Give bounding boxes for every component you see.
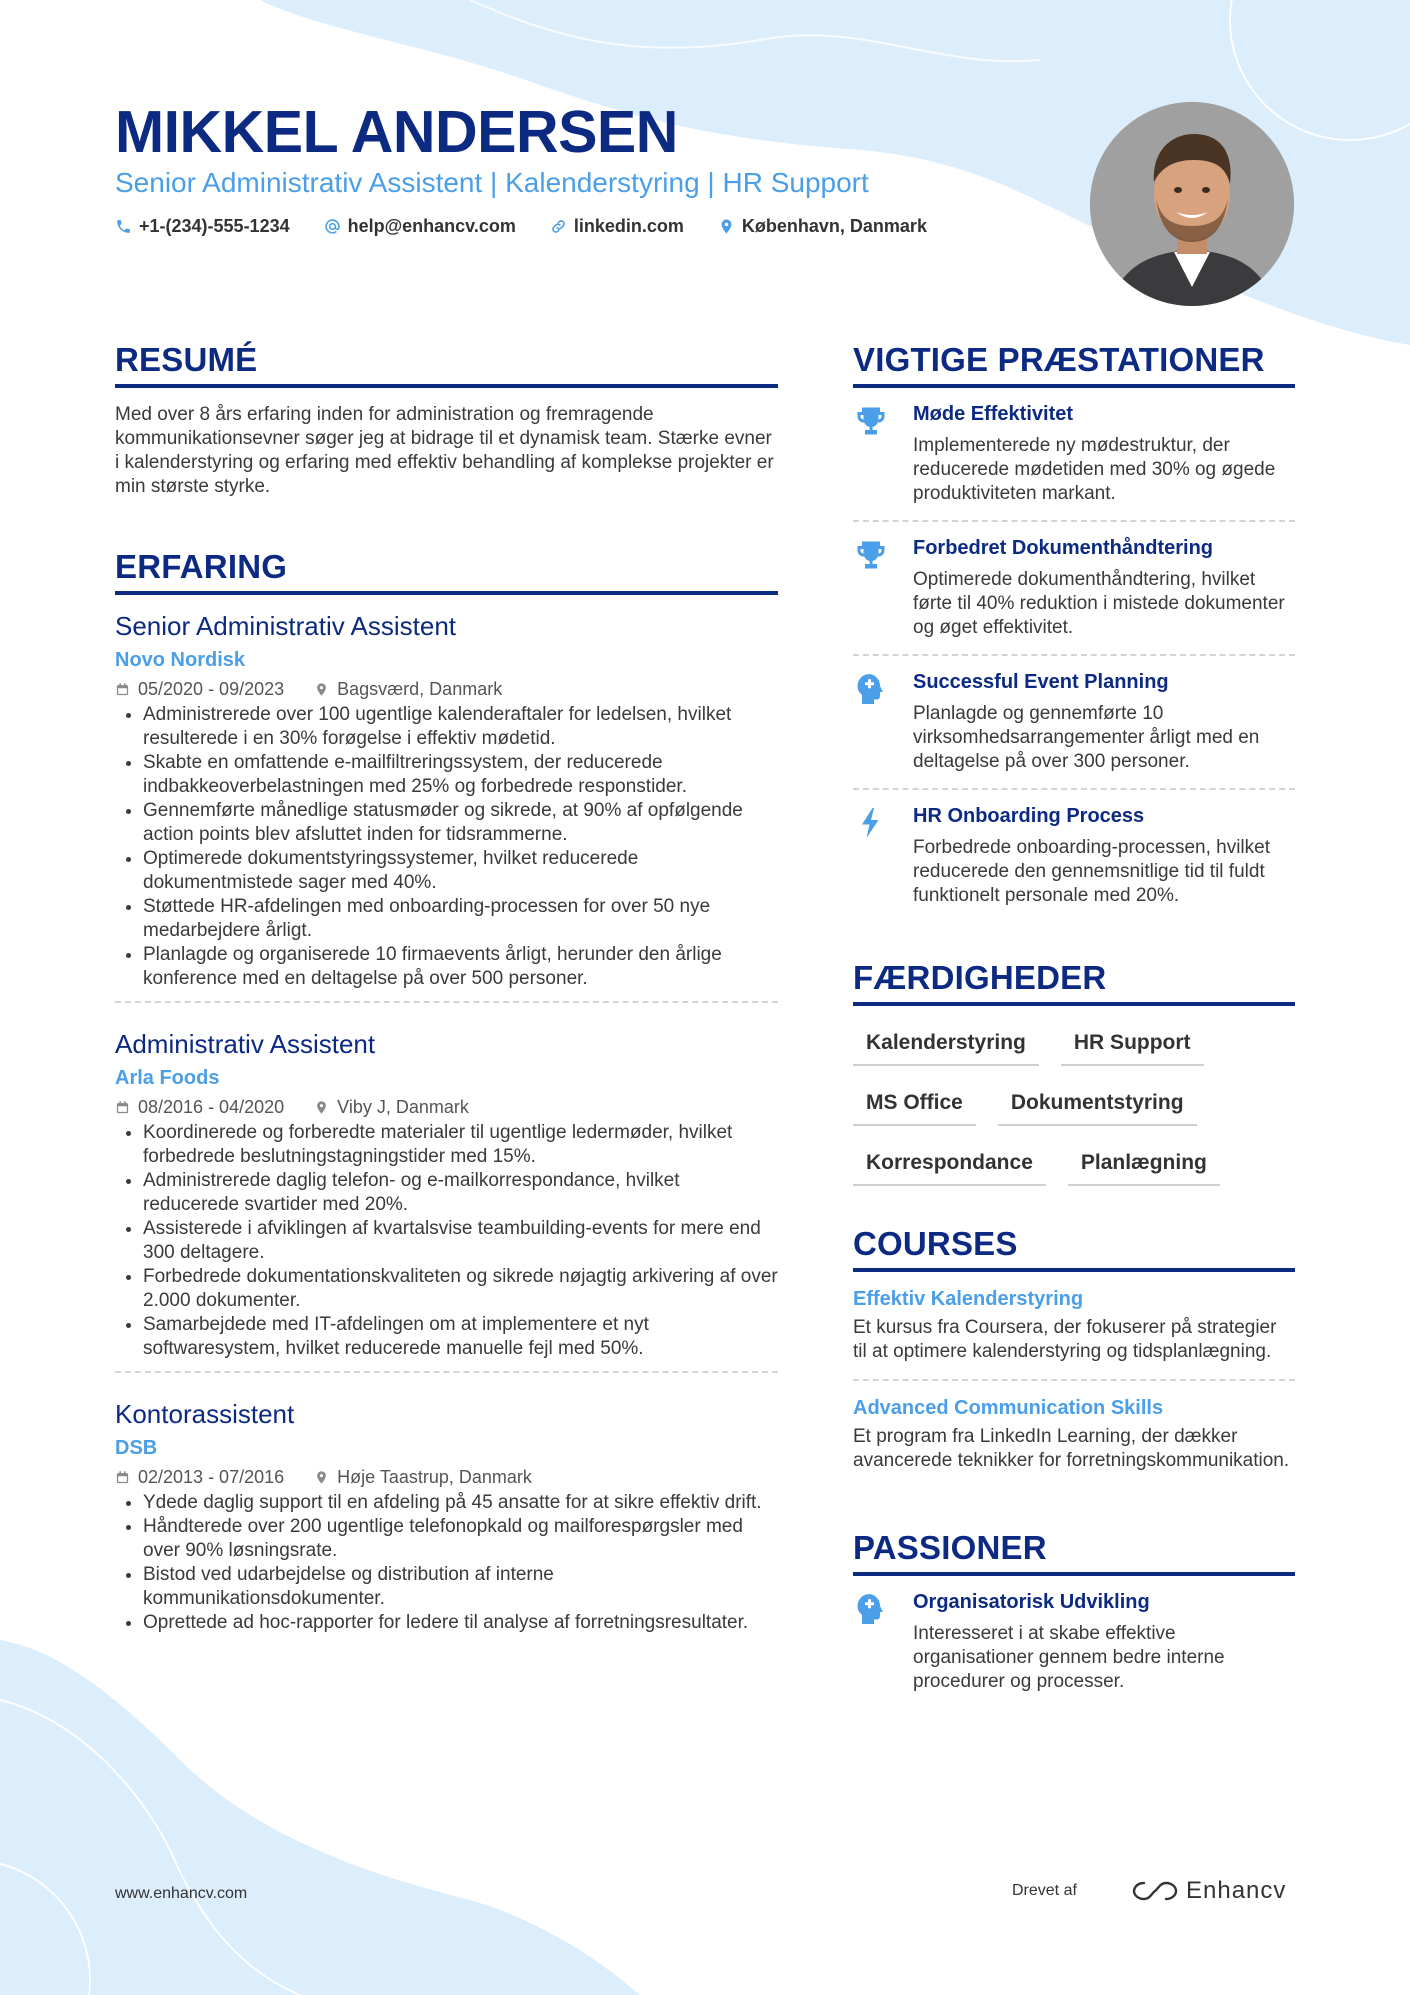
achievement-item	[853, 790, 1295, 922]
job-meta	[115, 678, 778, 700]
linkedin-text: linkedin.com	[573, 216, 684, 236]
course-title: Effektiv Kalenderstyring	[853, 1288, 1084, 1310]
left-column	[115, 338, 778, 1645]
job-dates-text: 02/2013 - 07/2016	[138, 1467, 285, 1487]
job-entry	[115, 1397, 778, 1645]
job-meta	[115, 1096, 778, 1118]
job-entry	[115, 1027, 778, 1383]
job-dates-text: 08/2016 - 04/2020	[138, 1097, 285, 1117]
achievement-desc: Forbedrede onboarding-processen, hvilket reducerede den gennemsnitlige tid til fuldt funktionelt personale med 20%.	[913, 837, 1270, 906]
job-bullet: • Bistod ved udarbejdelse og distribution af interne kommunikationsdokumenter.	[143, 1563, 778, 1611]
right-column	[853, 338, 1295, 1708]
job-bullet: • Ydede daglig support til en afdeling på 45 ansatte for at sikre effektiv drift.	[143, 1491, 778, 1515]
entry-divider	[115, 1371, 778, 1373]
course-desc: Et kursus fra Coursera, der fokuserer på strategier til at optimere kalenderstyring og tidsplanlægning.	[853, 1317, 1277, 1362]
candidate-headline: Senior Administrativ Assistent | Kalenderstyring | HR Support	[115, 167, 869, 198]
contact-location	[718, 216, 927, 237]
passion-desc: Interesseret i at skabe effektive organisationer gennem bedre interne procedurer og processer.	[913, 1623, 1225, 1692]
job-bullet: • Assisterede i afviklingen af kvartalsvise teambuilding-events for mere end 300 deltagere.	[143, 1217, 778, 1265]
job-location	[314, 678, 502, 700]
section-divider	[115, 591, 778, 595]
job-location-text: Bagsværd, Danmark	[337, 679, 503, 699]
map-pin-icon	[314, 1100, 329, 1115]
experience-heading: ERFARING	[115, 548, 288, 585]
entry-divider	[115, 1001, 778, 1003]
job-entry	[115, 609, 778, 1013]
footer-url[interactable]: www.enhancv.com	[115, 1885, 248, 1902]
calendar-icon	[115, 1470, 130, 1485]
phone-icon	[115, 218, 132, 235]
job-company: Arla Foods	[115, 1067, 220, 1089]
job-title: Senior Administrativ Assistent	[115, 611, 457, 641]
map-pin-icon	[718, 218, 735, 235]
achievement-title: Møde Effektivitet	[913, 403, 1074, 425]
skills-list	[853, 1024, 1295, 1186]
job-location	[314, 1096, 469, 1118]
courses-heading: COURSES	[853, 1225, 1018, 1262]
skill-tag: Dokumentstyring	[998, 1084, 1197, 1126]
achievement-desc: Planlagde og gennemførte 10 virksomhedsarrangementer årligt med en deltagelse på over 300 personer.	[913, 703, 1260, 772]
calendar-icon	[115, 682, 130, 697]
candidate-name: MIKKEL ANDERSEN	[115, 99, 678, 165]
achievements-heading: VIGTIGE PRÆSTATIONER	[853, 341, 1265, 378]
course-item	[853, 1381, 1295, 1488]
courses-section	[853, 1222, 1295, 1488]
job-dates	[115, 1466, 284, 1488]
job-bullet: • Optimerede dokumentstyringssystemer, hvilket reducerede dokumentmistede sager med 40%.	[143, 847, 778, 895]
achievements-section	[853, 338, 1295, 922]
achievement-title: Forbedret Dokumenthåndtering	[913, 537, 1214, 559]
job-meta	[115, 1466, 778, 1488]
skill-tag: Planlægning	[1068, 1144, 1220, 1186]
job-bullets	[115, 1491, 778, 1635]
job-bullet: • Gennemførte månedlige statusmøder og sikrede, at 90% af opfølgende action points blev afsluttet inden for tidsrammerne.	[143, 799, 778, 847]
job-bullet: • Forbedrede dokumentationskvaliteten og sikrede nøjagtig arkivering af over 2.000 dokumenter.	[143, 1265, 778, 1313]
course-title: Advanced Communication Skills	[853, 1397, 1164, 1419]
section-divider	[115, 384, 778, 388]
skills-heading: FÆRDIGHEDER	[853, 959, 1107, 996]
job-bullet: • Samarbejdede med IT-afdelingen om at implementere et nyt softwaresystem, hvilket reducerede manuelle fejl med 50%.	[143, 1313, 778, 1361]
achievement-item	[853, 522, 1295, 656]
achievement-desc: Implementerede ny mødestruktur, der reducerede mødetiden med 30% og øgede produktiviteten markant.	[913, 435, 1276, 504]
passions-section	[853, 1526, 1295, 1708]
achievement-item	[853, 656, 1295, 790]
enhancv-logo[interactable]	[1132, 1877, 1286, 1905]
achievement-item	[853, 388, 1295, 522]
job-bullet: • Koordinerede og forberedte materialer til ugentlige ledermøder, hvilket forbedrede beslutningstagningstider med 15%.	[143, 1121, 778, 1169]
job-bullet: • Støttede HR-afdelingen med onboarding-processen for over 50 nye medarbejdere årligt.	[143, 895, 778, 943]
job-bullets	[115, 703, 778, 991]
achievement-title: HR Onboarding Process	[913, 805, 1145, 827]
map-pin-icon	[314, 1470, 329, 1485]
passion-title: Organisatorisk Udvikling	[913, 1591, 1150, 1613]
passion-item	[853, 1576, 1295, 1708]
contact-email[interactable]	[324, 216, 516, 237]
section-divider	[853, 1002, 1295, 1006]
job-bullet: • Planlagde og organiserede 10 firmaevents årligt, herunder den årlige konference med en deltagelse på over 500 personer.	[143, 943, 778, 991]
job-location-text: Høje Taastrup, Danmark	[337, 1467, 532, 1487]
passions-heading: PASSIONER	[853, 1529, 1047, 1566]
job-dates	[115, 678, 284, 700]
job-location	[314, 1466, 532, 1488]
course-item	[853, 1272, 1295, 1381]
course-desc: Et program fra LinkedIn Learning, der dækker avancerede teknikker for forretningskommunikation.	[853, 1426, 1290, 1471]
profile-photo	[1090, 102, 1294, 306]
calendar-icon	[115, 1100, 130, 1115]
contact-linkedin[interactable]	[550, 216, 684, 237]
job-bullet: • Administrerede over 100 ugentlige kalenderaftaler for ledelsen, hvilket resulterede i en 30% forøgelse i effektiv mødetid.	[143, 703, 778, 751]
email-text: help@enhancv.com	[347, 216, 516, 236]
head-icon	[853, 669, 893, 774]
lightning-icon	[853, 803, 893, 908]
job-dates-text: 05/2020 - 09/2023	[138, 679, 285, 699]
location-text: København, Danmark	[741, 216, 927, 236]
trophy-icon	[853, 535, 893, 640]
head-icon	[853, 1589, 893, 1694]
achievement-title: Successful Event Planning	[913, 671, 1169, 693]
skill-tag: MS Office	[853, 1084, 976, 1126]
job-bullet: • Oprettede ad hoc-rapporter for ledere til analyse af forretningsresultater.	[143, 1611, 778, 1635]
contact-phone[interactable]	[115, 216, 290, 237]
at-icon	[324, 218, 341, 235]
job-title: Kontorassistent	[115, 1399, 295, 1429]
achievement-desc: Optimerede dokumenthåndtering, hvilket førte til 40% reduktion i mistede dokumenter og øget effektivitet.	[913, 569, 1285, 638]
footer-powered-by: Drevet af	[1012, 1882, 1077, 1899]
map-pin-icon	[314, 682, 329, 697]
job-bullet: • Håndterede over 200 ugentlige telefonopkald og mailforespørgsler med over 90% løsningsrate.	[143, 1515, 778, 1563]
job-dates	[115, 1096, 284, 1118]
skill-tag: Korrespondance	[853, 1144, 1046, 1186]
skill-tag: Kalenderstyring	[853, 1024, 1039, 1066]
job-bullets	[115, 1121, 778, 1361]
phone-text: +1-(234)-555-1234	[139, 216, 290, 236]
summary-section	[115, 338, 778, 499]
job-company: DSB	[115, 1437, 158, 1459]
summary-text: Med over 8 års erfaring inden for administration og fremragende kommunikationsevner søger jeg at bidrage til et dynamisk team. Stærke evner i kalenderstyring og erfaring med effektiv behandling af komplekse projekter er min største styrke.	[115, 404, 774, 497]
job-bullet: • Administrerede daglig telefon- og e-mailkorrespondance, hvilket reducerede svartider med 20%.	[143, 1169, 778, 1217]
contact-bar	[115, 216, 927, 237]
job-company: Novo Nordisk	[115, 649, 246, 671]
trophy-icon	[853, 401, 893, 506]
job-title: Administrativ Assistent	[115, 1029, 376, 1059]
skill-tag: HR Support	[1061, 1024, 1204, 1066]
skills-section	[853, 956, 1295, 1186]
link-icon	[550, 218, 567, 235]
enhancv-wordmark: Enhancv	[1186, 1877, 1287, 1904]
infinity-logo-icon	[1132, 1879, 1178, 1903]
summary-heading: RESUMÉ	[115, 341, 258, 378]
job-location-text: Viby J, Danmark	[337, 1097, 469, 1117]
job-bullet: • Skabte en omfattende e-mailfiltreringssystem, der reducerede indbakkeoverbelastningen med 25% og forbedrede responstider.	[143, 751, 778, 799]
experience-section	[115, 545, 778, 1645]
